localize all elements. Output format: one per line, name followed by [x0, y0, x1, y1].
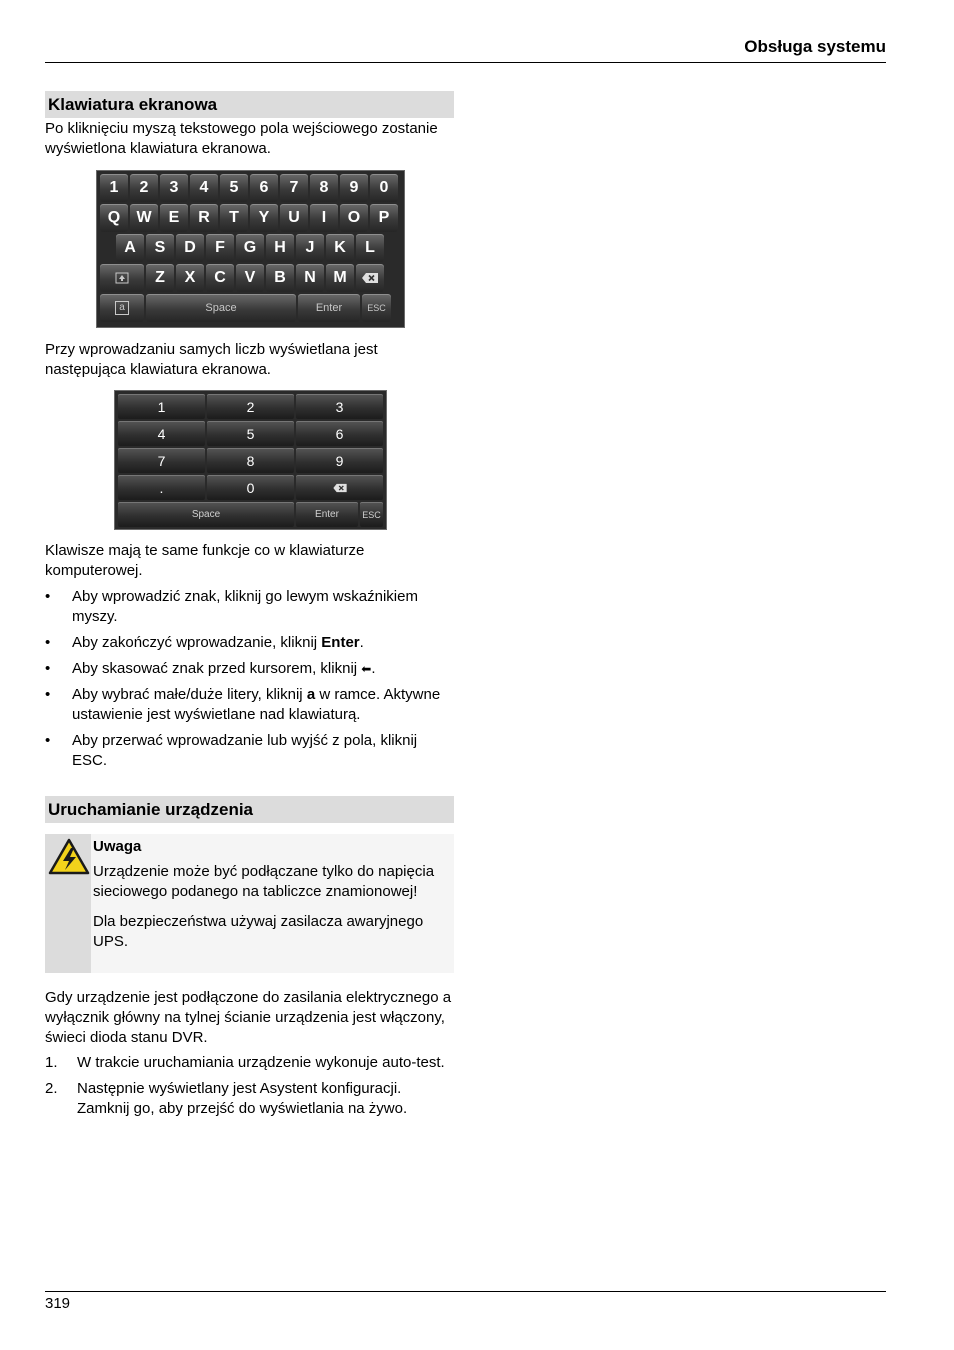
key: 3 [160, 174, 188, 202]
case-key-label: a [115, 301, 129, 315]
key: K [326, 234, 354, 262]
num-key: 6 [296, 421, 383, 446]
key: D [176, 234, 204, 262]
warning-text: Urządzenie może być podłączane tylko do napięcia sieciowego podanego na tabliczce znamionowej! [93, 863, 435, 900]
key: C [206, 264, 234, 292]
num-key: 7 [118, 448, 205, 473]
key: 4 [190, 174, 218, 202]
key: Y [250, 204, 278, 232]
key: V [236, 264, 264, 292]
onscreen-keyboard-full [96, 170, 405, 328]
key: Q [100, 204, 128, 232]
list-item: • Aby wybrać małe/duże litery, kliknij a w ramce. Aktywne ustawienie jest wyświetlane nad klawiaturą. [45, 686, 441, 723]
numeric-intro: Przy wprowadzaniu samych liczb wyświetlana jest następująca klawiatura ekranowa. [45, 341, 378, 378]
key: 5 [220, 174, 248, 202]
numeric-row [118, 475, 383, 500]
section-heading-startup: Uruchamianie urządzenia [45, 796, 454, 823]
num-key: 0 [207, 475, 294, 500]
header-rule [45, 62, 886, 63]
case-key [100, 294, 144, 322]
key: 1 [100, 174, 128, 202]
key: 0 [370, 174, 398, 202]
list-item: 2. Następnie wyświetlany jest Asystent konfiguracji. Zamknij go, aby przejść do wyświetlania na żywo. [45, 1080, 408, 1117]
functions-list [45, 587, 454, 771]
lightning-warning-icon [48, 838, 90, 876]
key: L [356, 234, 384, 262]
key: O [340, 204, 368, 232]
key: J [296, 234, 324, 262]
key: Z [146, 264, 174, 292]
enter-key: Enter [296, 502, 358, 527]
key: F [206, 234, 234, 262]
space-key: Space [118, 502, 294, 527]
numeric-row [118, 421, 383, 446]
key: H [266, 234, 294, 262]
shift-key [100, 264, 144, 292]
keyboard-row-qwerty [100, 204, 401, 232]
list-item: • Aby zakończyć wprowadzanie, kliknij Enter. [45, 634, 364, 651]
num-key: 9 [296, 448, 383, 473]
enter-key: Enter [298, 294, 360, 322]
num-key: 4 [118, 421, 205, 446]
list-item: • Aby wprowadzić znak, kliknij go lewym wskaźnikiem myszy. [45, 588, 418, 625]
onscreen-keyboard-numeric [114, 390, 387, 530]
num-key: 8 [207, 448, 294, 473]
key: W [130, 204, 158, 232]
functions-intro: Klawisze mają te same funkcje co w klawiaturze komputerowej. [45, 542, 365, 579]
shift-icon [115, 272, 129, 284]
keyboard-row-zxcv [100, 264, 401, 292]
key: N [296, 264, 324, 292]
startup-paragraph: Gdy urządzenie jest podłączone do zasilania elektrycznego a wyłącznik główny na tylnej ścianie urządzenia jest włączony, świeci dioda stanu DVR. [45, 989, 452, 1046]
key: M [326, 264, 354, 292]
keyboard-row-asdf [100, 234, 401, 262]
keyboard-intro: Po kliknięciu myszą tekstowego pola wejściowego zostanie wyświetlona klawiatura ekranowa. [45, 120, 438, 157]
functions-block [45, 541, 454, 777]
list-item: 1. W trakcie uruchamiania urządzenie wykonuje auto-test. [45, 1054, 445, 1071]
backspace-icon [361, 272, 379, 284]
key: 9 [340, 174, 368, 202]
key: T [220, 204, 248, 232]
warning-content [93, 837, 451, 952]
startup-steps [45, 1053, 454, 1119]
backspace-key [296, 475, 383, 500]
numeric-row [118, 394, 383, 419]
warning-sidebar [45, 834, 91, 973]
key: R [190, 204, 218, 232]
warning-text: Dla bezpieczeństwa używaj zasilacza awaryjnego UPS. [93, 913, 424, 950]
key: 6 [250, 174, 278, 202]
key: B [266, 264, 294, 292]
key: P [370, 204, 398, 232]
key: X [176, 264, 204, 292]
num-key: 3 [296, 394, 383, 419]
list-item: • Aby przerwać wprowadzanie lub wyjść z pola, kliknij ESC. [45, 732, 418, 769]
space-key: Space [146, 294, 296, 322]
backspace-arrow-icon: ⬅ [361, 662, 372, 676]
num-key: 1 [118, 394, 205, 419]
esc-key: ESC [360, 502, 383, 527]
running-header: Obsługa systemu [744, 37, 886, 56]
section-keyboard [45, 91, 454, 159]
keyboard-row-bottom [100, 294, 401, 322]
warning-box [45, 834, 454, 973]
numeric-row [118, 448, 383, 473]
key: U [280, 204, 308, 232]
key: G [236, 234, 264, 262]
key: I [310, 204, 338, 232]
key: 8 [310, 174, 338, 202]
warning-title: Uwaga [93, 838, 142, 855]
backspace-icon [332, 483, 348, 493]
esc-key: ESC [362, 294, 391, 322]
key: A [116, 234, 144, 262]
backspace-key [356, 264, 384, 292]
key: S [146, 234, 174, 262]
numeric-row-bottom [118, 502, 383, 527]
page-number: 319 [45, 1295, 71, 1312]
num-key: 2 [207, 394, 294, 419]
key: 7 [280, 174, 308, 202]
key: 2 [130, 174, 158, 202]
num-key: . [118, 475, 205, 500]
keyboard-row-digits [100, 174, 401, 202]
footer-rule [45, 1291, 886, 1292]
key: E [160, 204, 188, 232]
list-item: • Aby skasować znak przed kursorem, kliknij ⬅. [45, 660, 376, 677]
section-heading-keyboard: Klawiatura ekranowa [45, 91, 454, 118]
num-key: 5 [207, 421, 294, 446]
startup-body [45, 988, 454, 1125]
section-startup [45, 796, 454, 823]
